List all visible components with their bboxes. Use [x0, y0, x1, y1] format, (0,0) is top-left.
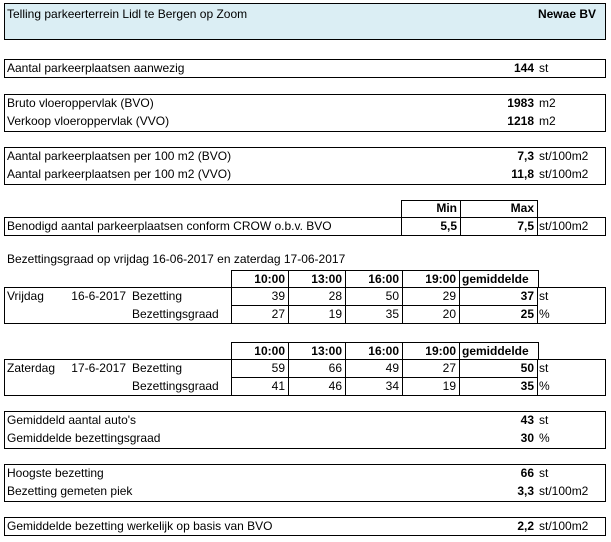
floor-bvo-label: Bruto vloeroppervlak (BVO)	[7, 96, 154, 110]
peak-max-unit: st	[539, 466, 549, 480]
fri-row2-v1: 27	[271, 307, 285, 321]
fri-row1-v3: 50	[385, 289, 399, 303]
peak-ratio-unit: st/100m2	[539, 484, 589, 498]
fri-col-16: 16:00	[345, 270, 403, 288]
sat-col-19: 19:00	[402, 342, 460, 360]
ratio-bvo-unit: st/100m2	[539, 149, 589, 163]
fri-col-13: 13:00	[288, 270, 346, 288]
fri-row1-v4: 29	[442, 289, 456, 303]
peak-ratio-label: Bezetting gemeten piek	[7, 484, 133, 498]
avg-occ-value: 30	[520, 431, 534, 445]
company-name: Newae BV	[537, 7, 596, 21]
crow-max-label: Max	[510, 201, 534, 215]
peak-max-label: Hoogste bezetting	[7, 466, 104, 480]
sat-row2-v2: 46	[328, 379, 342, 393]
fri-col-avg: gemiddelde	[459, 270, 539, 288]
sat-day: Zaterdag	[7, 361, 56, 375]
sat-row2-unit: %	[539, 379, 550, 393]
sat-row2-label: Bezettingsgraad	[132, 379, 219, 393]
peak-ratio-value: 3,3	[517, 484, 534, 498]
sat-date: 17-6-2017	[71, 361, 126, 375]
sat-row2-v3: 34	[385, 379, 399, 393]
ratio-bvo-value: 7,3	[517, 149, 534, 163]
fri-row2-v4: 20	[442, 307, 456, 321]
avg-cars-value: 43	[520, 413, 534, 427]
sat-row1-v2: 66	[328, 361, 342, 375]
sat-row1-unit: st	[539, 361, 549, 375]
floor-bvo-unit: m2	[539, 96, 556, 110]
fri-col-19: 19:00	[402, 270, 460, 288]
avg-cars-label: Gemiddeld aantal auto's	[7, 413, 137, 427]
peak-max-value: 66	[520, 466, 534, 480]
floor-vvo-unit: m2	[539, 114, 556, 128]
floor-vvo-value: 1218	[507, 114, 534, 128]
sat-col-10: 10:00	[231, 342, 289, 360]
fri-row1-avg: 37	[520, 289, 534, 303]
avg-occ-unit: %	[539, 431, 550, 445]
fri-row1-label: Bezetting	[132, 289, 183, 303]
crow-min-label: Min	[436, 201, 457, 215]
fri-row2-label: Bezettingsgraad	[132, 307, 219, 321]
page-title: Telling parkeerterrein Lidl te Bergen op Zoom	[7, 7, 248, 21]
ratio-vvo-value: 11,8	[511, 167, 534, 181]
fri-row1-v1: 39	[271, 289, 285, 303]
fri-row2-v3: 35	[385, 307, 399, 321]
ratio-vvo-unit: st/100m2	[539, 167, 589, 181]
fri-row1-v2: 28	[328, 289, 342, 303]
crow-divider-3	[537, 217, 538, 236]
occupancy-title: Bezettingsgraad op vrijdag 16-06-2017 en zaterdag 17-06-2017	[7, 252, 346, 266]
crow-min-value: 5,5	[440, 219, 457, 233]
crow-label: Benodigd aantal parkeerplaatsen conform CROW o.b.v. BVO	[7, 219, 332, 233]
floor-bvo-value: 1983	[507, 96, 534, 110]
sat-col-16: 16:00	[345, 342, 403, 360]
fri-day: Vrijdag	[7, 289, 44, 303]
ratio-vvo-label: Aantal parkeerplaatsen per 100 m2 (VVO)	[7, 167, 232, 181]
fri-date: 16-6-2017	[71, 289, 126, 303]
sat-row1-v3: 49	[385, 361, 399, 375]
sat-row1-label: Bezetting	[132, 361, 183, 375]
sat-row1-avg: 50	[520, 361, 534, 375]
crow-unit: st/100m2	[539, 219, 589, 233]
sat-row1-v1: 59	[271, 361, 285, 375]
spaces-label: Aantal parkeerplaatsen aanwezig	[7, 61, 185, 75]
crow-max-value: 7,5	[517, 219, 534, 233]
avg-cars-unit: st	[539, 413, 549, 427]
ratio-bvo-label: Aantal parkeerplaatsen per 100 m2 (BVO)	[7, 149, 232, 163]
spaces-unit: st	[539, 61, 549, 75]
fri-row2-avg: 25	[520, 307, 534, 321]
fri-col-10: 10:00	[231, 270, 289, 288]
spaces-value: 144	[513, 61, 534, 75]
floor-vvo-label: Verkoop vloeroppervlak (VVO)	[7, 114, 170, 128]
actual-label: Gemiddelde bezetting werkelijk op basis van BVO	[7, 519, 273, 533]
sat-row2-v1: 41	[271, 379, 285, 393]
fri-row2-v2: 19	[328, 307, 342, 321]
sat-row2-v4: 19	[442, 379, 456, 393]
fri-row2-unit: %	[539, 307, 550, 321]
sat-col-13: 13:00	[288, 342, 346, 360]
fri-row1-unit: st	[539, 289, 549, 303]
avg-occ-label: Gemiddelde bezettingsgraad	[7, 431, 161, 445]
actual-unit: st/100m2	[539, 519, 589, 533]
actual-value: 2,2	[517, 519, 534, 533]
sat-row2-avg: 35	[520, 379, 534, 393]
sat-col-avg: gemiddelde	[459, 342, 539, 360]
sat-row1-v4: 27	[442, 361, 456, 375]
